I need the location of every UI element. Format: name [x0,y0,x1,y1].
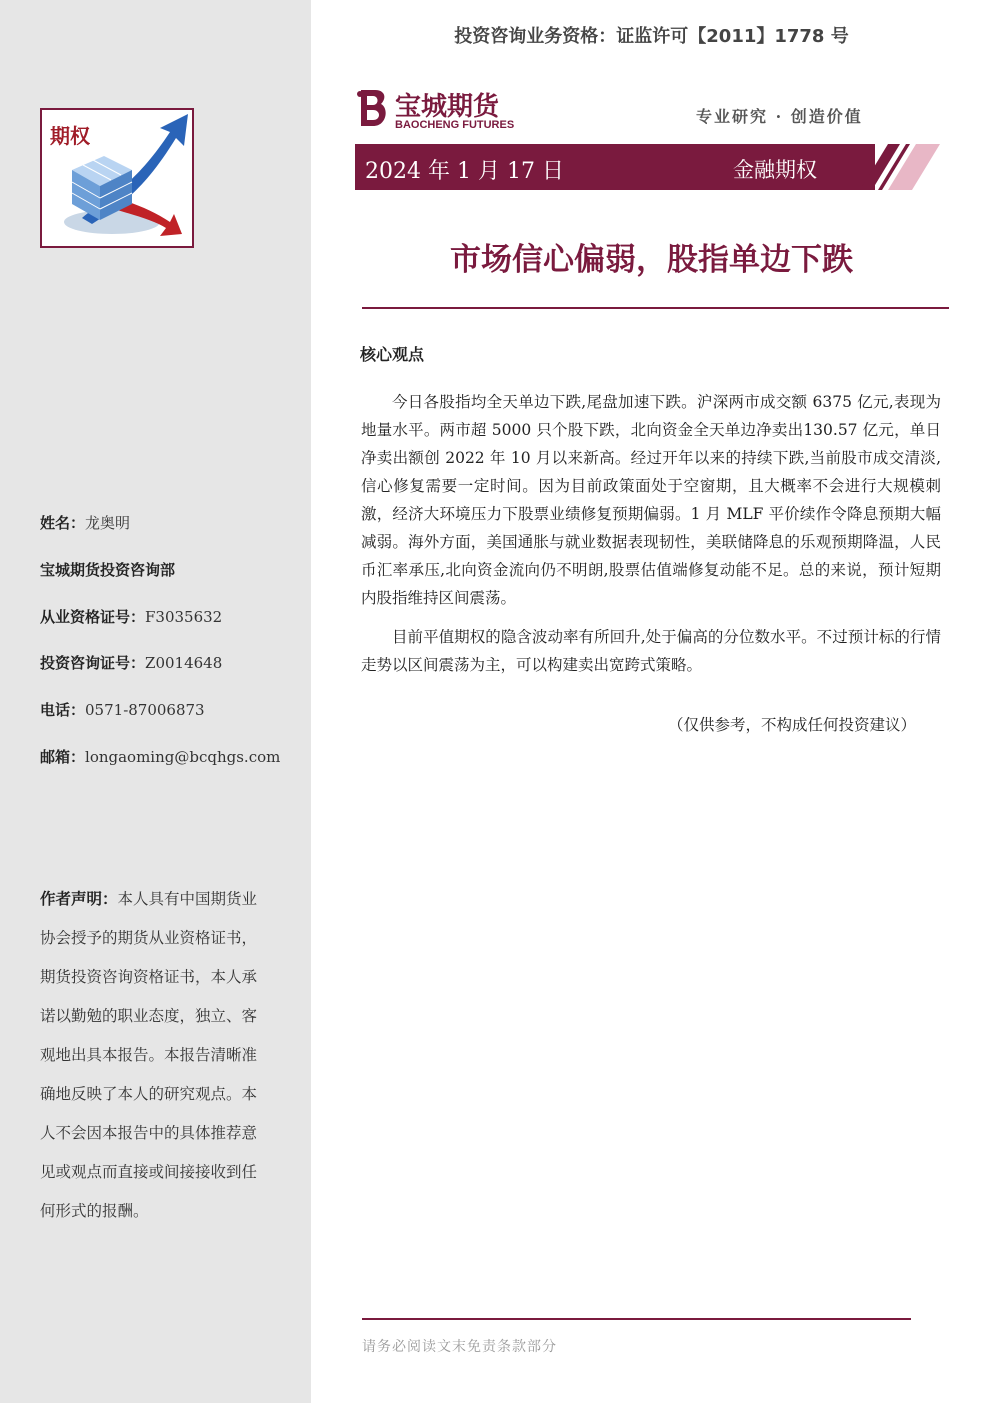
brand-name-en: BAOCHENG FUTURES [395,119,515,131]
phone-label: 电话： [40,701,86,719]
license-line: 投资咨询业务资格：证监许可【2011】1778 号 [454,26,849,47]
report-date: 2024 年 1 月 17 日 [365,159,564,184]
disclaimer-note: （仅供参考，不构成任何投资建议） [668,716,917,734]
footer-divider [362,1318,911,1320]
brand-name-cn: 宝城期货 [395,92,500,122]
options-logo [40,108,194,248]
email-value[interactable]: longaoming@bcqhgs.com [85,748,281,766]
department-value: 宝城期货投资咨询部 [40,561,176,579]
body-paragraph-2: 目前平值期权的隐含波动率有所回升,处于偏高的分位数水平。不过预计标的行情走势以区间震荡为主，可以构建卖出宽跨式策略。 [361,628,941,674]
report-category: 金融期权 [733,158,817,182]
consult-cert [40,652,222,673]
qualification-label: 从业资格证号： [40,608,146,626]
report-title: 市场信心偏弱，股指单边下跌 [450,242,853,278]
author-statement [40,880,272,1231]
statement-label: 作者声明： [40,890,118,908]
cube-arrow-icon [42,110,192,246]
email [40,746,280,767]
title-divider [362,307,949,309]
logo-label: 期权 [50,124,90,148]
body-paragraph-1: 今日各股指均全天单边下跌,尾盘加速下跌。沪深两市成交额 6375 亿元,表现为地量水平。两市超 5000 只个股下跌，北向资金全天单边净卖出130.57 亿元，单日净卖出额创 2022 年 10 月以来新高。经过开年以来的持续下跌,当前股市成交清淡,信心修复需要一定时间。因为目前政策面处于空窗期，且大概率不会进行大规模刺激，经济大环境压力下股票业绩修复预期偏弱。1 月 MLF 平价续作令降息预期大幅减弱。海外方面，美国通胀与就业数据表现韧性，美联储降息的乐观预期降温，人民币汇率承压,北向资金流向仍不明朗,股票估值端修复动能不足。总的来说，预计短期内股指维持区间震荡。 [361,393,941,607]
analyst-name [40,512,130,533]
phone [40,699,205,720]
footer-note: 请务必阅读文末免责条款部分 [362,1339,557,1355]
analyst-name-value: 龙奥明 [85,514,131,532]
consult-label: 投资咨询证号： [40,654,146,672]
qualification [40,606,222,627]
brand-b-icon [355,86,391,130]
consult-value: Z0014648 [145,654,223,672]
banner-stripes [860,144,940,190]
analyst-name-label: 姓名： [40,514,86,532]
slogan: 专业研究 · 创造价值 [696,107,863,126]
email-label: 邮箱： [40,748,86,766]
department [40,559,175,580]
statement-text: 本人具有中国期货业协会授予的期货从业资格证书，期货投资咨询资格证书，本人承诺以勤勉的职业态度，独立、客观地出具本报告。本报告清晰准确地反映了本人的研究观点。本人不会因本报告中的具体推荐意见或观点而直接或间接接收到任何形式的报酬。 [40,890,258,1220]
qualification-value: F3035632 [145,608,223,626]
section-heading: 核心观点 [360,345,425,364]
phone-value: 0571-87006873 [85,701,205,719]
